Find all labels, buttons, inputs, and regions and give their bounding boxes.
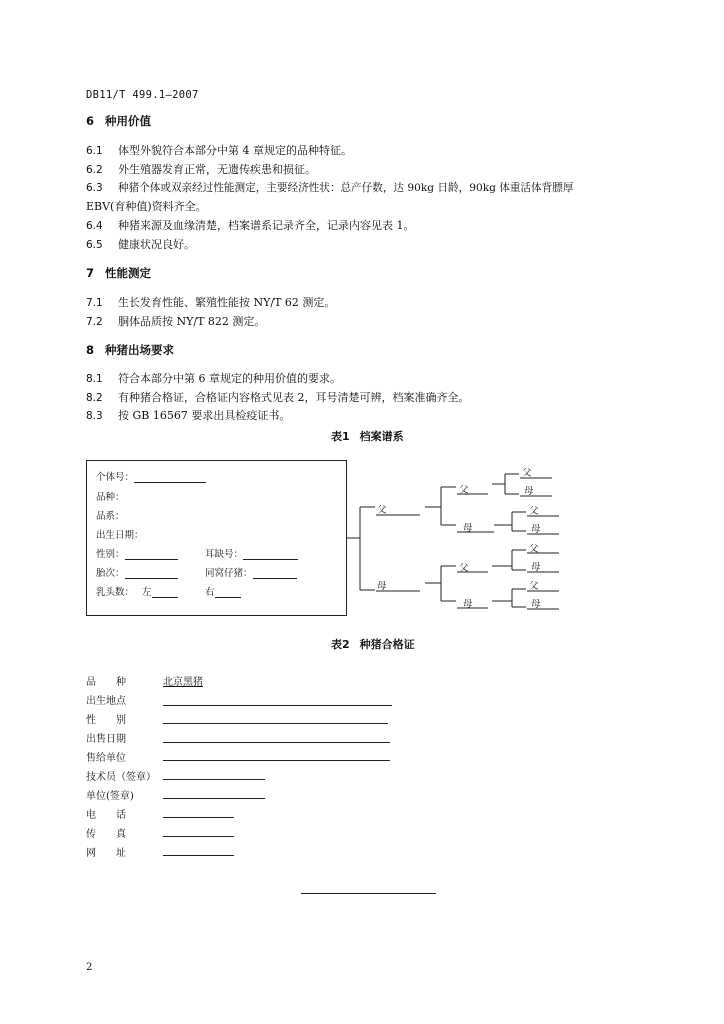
cert-technician-line [163, 779, 265, 780]
field-breed: 品种： [96, 492, 125, 503]
clause-text: 健康状况良好。 [118, 238, 195, 251]
teats-right-label: 右 [205, 587, 215, 598]
cert-sale-date-label: 出售日期 [86, 734, 126, 745]
clause-number: 6.2 [86, 164, 103, 176]
table-2-caption [331, 636, 415, 652]
pedigree-maternal-grandsire: 父 [459, 563, 469, 574]
section-title: 性能测定 [105, 266, 151, 280]
pedigree-dam: 母 [377, 581, 387, 592]
document-code: DB11/T 499.1—2007 [86, 89, 199, 101]
pedigree-gen3-4: 母 [531, 524, 541, 535]
pedigree-gen3-8: 母 [531, 599, 541, 610]
cert-web-line [163, 855, 234, 856]
end-rule [301, 893, 436, 894]
pedigree-maternal-granddam: 母 [463, 599, 473, 610]
table-number: 表1 [331, 430, 350, 443]
section-title: 种猪出场要求 [105, 343, 174, 357]
table-number: 表2 [331, 638, 350, 651]
pedigree-gen3-1: 父 [522, 468, 532, 479]
cert-sold-to-label: 售给单位 [86, 753, 126, 764]
field-label: 胎次： [96, 568, 125, 579]
section-number: 7 [86, 266, 95, 280]
cert-breed-value: 北京黑猪 [163, 677, 203, 688]
cert-web-label: 网 址 [86, 848, 126, 859]
clause-text: 有种猪合格证，合格证内容格式见表 2，耳号清楚可辨，档案准确齐全。 [118, 391, 470, 404]
cert-origin-line [163, 705, 392, 706]
cert-sex-label: 性 别 [86, 715, 126, 726]
field-label: 性别： [96, 549, 125, 560]
cert-origin-label: 出生地点 [86, 696, 126, 707]
table-title: 档案谱系 [359, 430, 404, 443]
clause-text: 按 GB 16567 要求出具检疫证书。 [118, 409, 291, 422]
clause-text: 符合本部分中第 6 章规定的种用价值的要求。 [118, 372, 341, 385]
pedigree-paternal-granddam: 母 [463, 523, 473, 534]
clause-text: 体型外貌符合本部分中第 4 章规定的品种特征。 [118, 144, 352, 157]
clause-text: 生长发育性能、繁殖性能按 NY/T 62 测定。 [118, 296, 336, 309]
cert-technician-label: 技术员（签章） [86, 772, 156, 783]
field-label: 同窝仔猪： [205, 568, 253, 579]
field-strain: 品系： [96, 511, 125, 522]
field-birth-date: 出生日期： [96, 530, 144, 541]
clause-text: 外生殖器发育正常，无遗传疾患和损征。 [118, 163, 316, 176]
clause-text: 种猪来源及血缘清楚，档案谱系记录齐全，记录内容见表 1。 [118, 219, 415, 232]
pedigree-gen3-7: 父 [529, 581, 539, 592]
field-label: 个体号： [96, 472, 135, 483]
cert-phone-label: 电 话 [86, 810, 126, 821]
field-label: 乳头数： [96, 587, 135, 598]
table-title: 种猪合格证 [359, 638, 415, 651]
section-title: 种用价值 [105, 114, 151, 128]
pedigree-gen3-6: 母 [531, 562, 541, 573]
pedigree-gen3-2: 母 [524, 486, 534, 497]
section-number: 6 [86, 114, 95, 128]
clause-number: 6.5 [86, 239, 103, 251]
cert-unit-label: 单位(签章) [86, 791, 134, 802]
pedigree-sire: 父 [377, 505, 387, 516]
page-number: 2 [86, 962, 93, 973]
clause-number: 6.1 [86, 145, 103, 157]
clause-number: 6.4 [86, 220, 103, 232]
pedigree-gen3-5: 父 [529, 544, 539, 555]
pedigree-paternal-grandsire: 父 [459, 485, 469, 496]
field-label: 耳缺号： [205, 549, 244, 560]
cert-sale-date-line [163, 742, 390, 743]
clause-number: 8.2 [86, 392, 103, 404]
clause-6-3-continued: EBV(育种值)资料齐全。 [86, 200, 207, 213]
cert-fax-label: 传 真 [86, 829, 126, 840]
clause-text: 胴体品质按 NY/T 822 测定。 [118, 315, 266, 328]
cert-fax-line [163, 836, 234, 837]
cert-sex-line [163, 723, 388, 724]
pedigree-gen3-3: 父 [529, 506, 539, 517]
cert-unit-line [163, 798, 265, 799]
teats-left-label: 左 [142, 587, 152, 598]
clause-number: 6.3 [86, 182, 103, 194]
section-number: 8 [86, 343, 95, 357]
clause-number: 8.3 [86, 410, 103, 422]
clause-number: 7.2 [86, 316, 103, 328]
clause-number: 8.1 [86, 373, 103, 385]
cert-sold-to-line [163, 760, 390, 761]
clause-number: 7.1 [86, 297, 103, 309]
clause-text: 种猪个体或双亲经过性能测定，主要经济性状：总产仔数，达 90kg 日龄，90kg 体重活体背膘厚 [118, 182, 574, 194]
cert-breed-label: 品 种 [86, 677, 126, 688]
cert-phone-line [163, 817, 234, 818]
